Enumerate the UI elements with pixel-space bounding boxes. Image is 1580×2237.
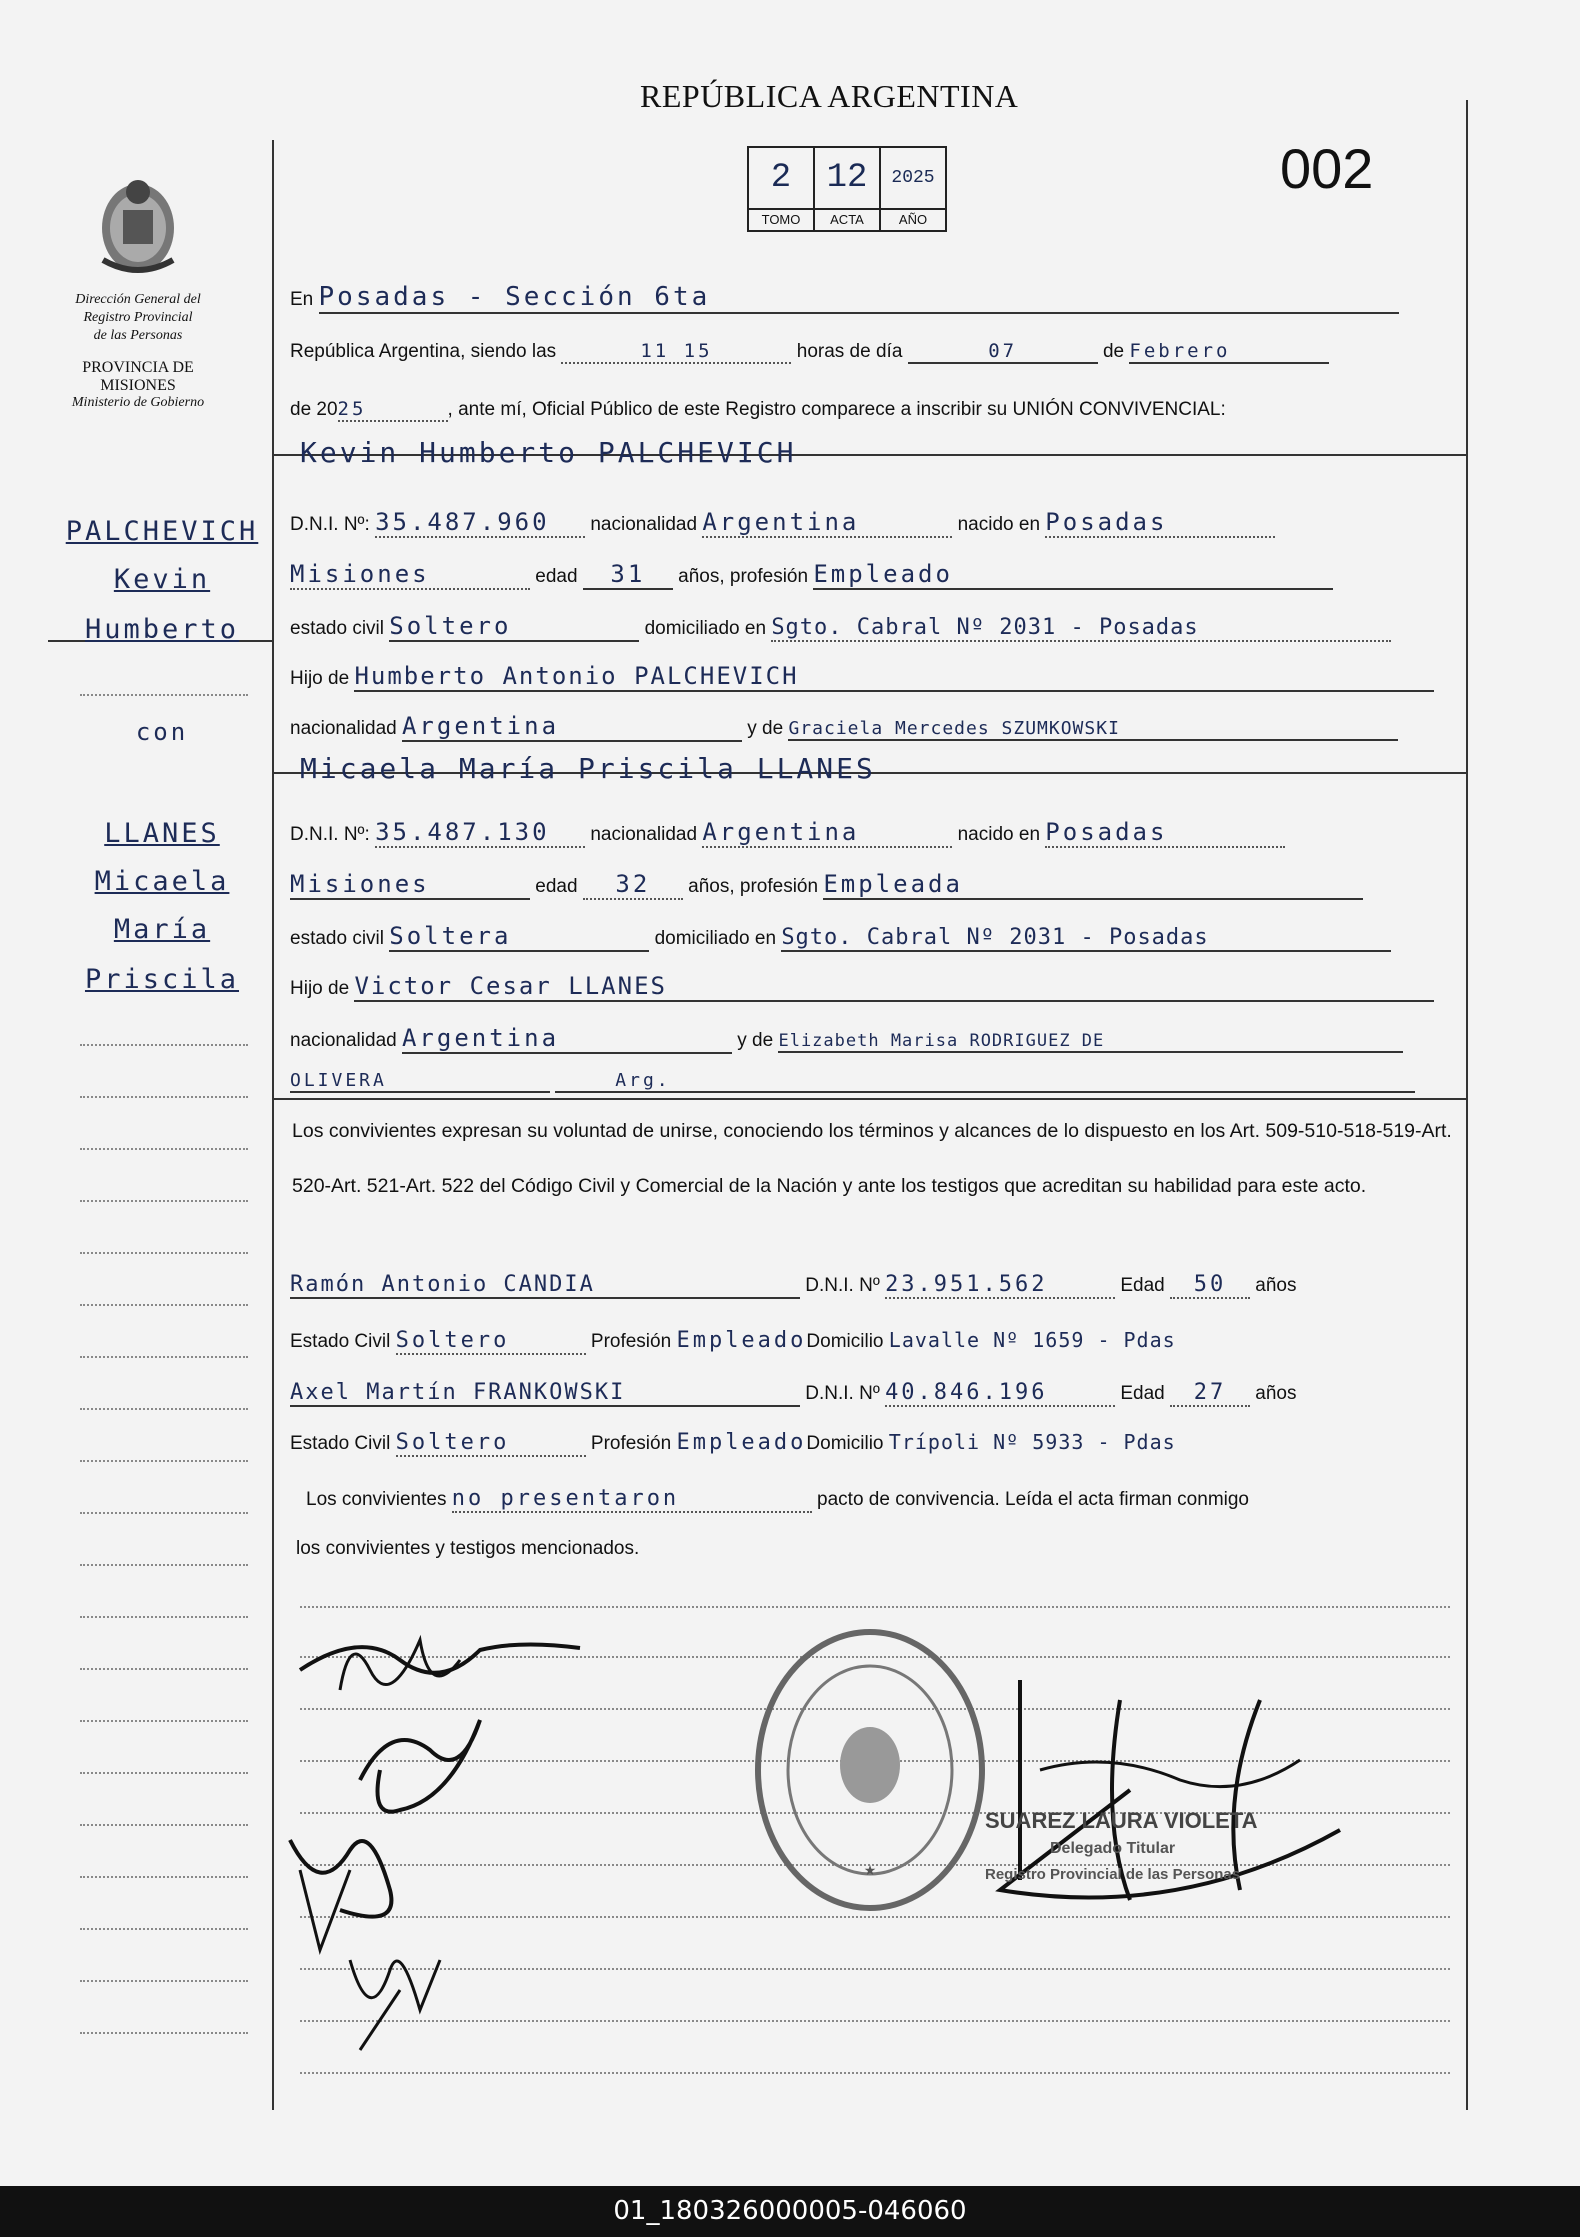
p1-profesion-label: años, profesión bbox=[678, 566, 809, 587]
right-divider bbox=[1466, 100, 1468, 2110]
tomo-cell bbox=[749, 148, 813, 230]
p1-provincia: Misiones bbox=[290, 560, 530, 590]
person1-row-estado bbox=[290, 612, 1460, 642]
anio-cell bbox=[879, 148, 945, 230]
institution-line1: Dirección General del bbox=[75, 292, 201, 307]
p2-nac-padre: Argentina bbox=[402, 1024, 732, 1054]
w1-dni-label: D.N.I. Nº bbox=[805, 1275, 880, 1296]
day-value: 07 bbox=[908, 340, 1098, 364]
anio-label: AÑO bbox=[881, 208, 945, 230]
w2-domicilio-label: Domicilio bbox=[806, 1433, 884, 1454]
margin-blank bbox=[80, 1512, 248, 1514]
acta-label: ACTA bbox=[815, 208, 879, 230]
person2-row-edad bbox=[290, 870, 1460, 900]
official-name: SUAREZ LAURA VIOLETA bbox=[985, 1808, 1258, 1833]
official-stamp bbox=[750, 1625, 990, 1915]
person1-row-edad bbox=[290, 560, 1460, 590]
section-divider-3 bbox=[272, 1098, 1468, 1100]
p2-domicilio-label: domiciliado en bbox=[654, 928, 777, 949]
p1-estado: Soltero bbox=[389, 612, 639, 642]
p1-nac-padre: Argentina bbox=[402, 712, 742, 742]
place-value: Posadas - Sección 6ta bbox=[319, 282, 1399, 314]
w2-domicilio: Trípoli Nº 5933 - Pdas bbox=[888, 1430, 1176, 1454]
signatures-icon bbox=[280, 1610, 600, 2070]
closing-prefix: Los convivientes bbox=[306, 1489, 447, 1510]
anio-value: 2025 bbox=[891, 168, 935, 188]
margin-blank bbox=[80, 1252, 248, 1254]
institution-line3: de las Personas bbox=[93, 328, 183, 343]
p1-dni: 35.487.960 bbox=[375, 508, 585, 538]
margin-blank bbox=[80, 1096, 248, 1098]
institution-line2: Registro Provincial bbox=[83, 310, 193, 325]
province-line1: PROVINCIA DE bbox=[82, 359, 194, 376]
closing-suffix: pacto de convivencia. Leída el acta firman conmigo bbox=[817, 1489, 1250, 1510]
p2-profesion: Empleada bbox=[823, 870, 1363, 900]
margin-blank bbox=[80, 1044, 248, 1046]
p2-hijo-label: Hijo de bbox=[290, 978, 350, 999]
p2-estado: Soltera bbox=[389, 922, 649, 952]
scan-footer: 01_180326000005-046060 bbox=[0, 2186, 1580, 2237]
p1-dni-label: D.N.I. Nº: bbox=[290, 514, 370, 535]
intro-row-2 bbox=[290, 340, 1460, 364]
p1-nacido-label: nacido en bbox=[957, 514, 1041, 535]
w1-profesion: Empleado bbox=[676, 1328, 807, 1353]
p1-padre: Humberto Antonio PALCHEVICH bbox=[354, 662, 1434, 692]
stamp-icon bbox=[750, 1625, 990, 1915]
w1-domicilio-label: Domicilio bbox=[806, 1331, 884, 1352]
person2-row-estado bbox=[290, 922, 1460, 952]
p2-nac-padre-label: nacionalidad bbox=[290, 1030, 397, 1051]
province-line2: MISIONES bbox=[100, 377, 176, 394]
person2-name-row bbox=[300, 752, 1470, 785]
w1-dni: 23.951.562 bbox=[885, 1272, 1115, 1299]
p2-nacido: Posadas bbox=[1045, 818, 1285, 848]
p2-padre: Victor Cesar LLANES bbox=[354, 972, 1434, 1002]
margin-blank bbox=[80, 1616, 248, 1618]
p2-edad-label: edad bbox=[535, 876, 578, 897]
blank-line bbox=[300, 1606, 1450, 1608]
person1-row-dni bbox=[290, 508, 1460, 538]
p1-estado-label: estado civil bbox=[290, 618, 384, 639]
record-number: 002 bbox=[1280, 137, 1374, 200]
person2-row-madre-cont bbox=[290, 1070, 1460, 1093]
margin-blank bbox=[80, 1356, 248, 1358]
witness2-row-1 bbox=[290, 1380, 1460, 1407]
p1-edad: 31 bbox=[583, 560, 673, 590]
p1-nacionalidad-label: nacionalidad bbox=[590, 514, 698, 535]
w2-estado: Soltero bbox=[396, 1430, 586, 1457]
svg-text:★: ★ bbox=[863, 1862, 877, 1878]
institution-block bbox=[50, 170, 226, 411]
year-value: 25 bbox=[338, 398, 448, 422]
w2-dni-label: D.N.I. Nº bbox=[805, 1383, 880, 1404]
margin-blank bbox=[80, 1720, 248, 1722]
de-label: de bbox=[1102, 341, 1125, 362]
margin-blank bbox=[80, 1148, 248, 1150]
p1-madre-label: y de bbox=[747, 718, 784, 739]
margin-p2-line3: María bbox=[113, 914, 211, 945]
left-divider bbox=[272, 140, 274, 2110]
w1-domicilio: Lavalle Nº 1659 - Pdas bbox=[888, 1328, 1176, 1352]
p1-nacionalidad: Argentina bbox=[702, 508, 952, 538]
ministry-label: Ministerio de Gobierno bbox=[71, 395, 205, 410]
w1-anios-label: años bbox=[1255, 1275, 1297, 1296]
w2-name: Axel Martín FRANKOWSKI bbox=[290, 1380, 800, 1407]
coat-of-arms-icon bbox=[93, 170, 183, 280]
w2-dni: 40.846.196 bbox=[885, 1380, 1115, 1407]
w2-estado-label: Estado Civil bbox=[290, 1433, 391, 1454]
month-value: Febrero bbox=[1129, 340, 1329, 364]
w1-profesion-label: Profesión bbox=[590, 1331, 672, 1352]
statement-text: , ante mí, Oficial Público de este Registro comparece a inscribir su UNIÓN CONVIVENCIAL: bbox=[447, 399, 1226, 420]
person2-row-padre bbox=[290, 972, 1460, 1002]
p2-dni-label: D.N.I. Nº: bbox=[290, 824, 370, 845]
person1-row-madre bbox=[290, 712, 1460, 742]
margin-p1-line1: PALCHEVICH bbox=[65, 516, 259, 547]
p2-estado-label: estado civil bbox=[290, 928, 384, 949]
p1-madre: Graciela Mercedes SZUMKOWSKI bbox=[788, 718, 1398, 741]
margin-blank bbox=[80, 1668, 248, 1670]
margin-p1-line3: Humberto bbox=[84, 614, 240, 645]
p2-nacionalidad-label: nacionalidad bbox=[590, 824, 698, 845]
acta-value: 12 bbox=[826, 159, 868, 197]
intro-row-1 bbox=[290, 282, 1460, 314]
w2-edad: 27 bbox=[1170, 1380, 1250, 1407]
person1-row-padre bbox=[290, 662, 1460, 692]
p2-edad: 32 bbox=[583, 870, 683, 900]
p2-madre: Elizabeth Marisa RODRIGUEZ DE bbox=[778, 1031, 1403, 1053]
official-role: Delegado Titular bbox=[1050, 1840, 1176, 1857]
blank-line bbox=[300, 2072, 1450, 2074]
p2-profesion-label: años, profesión bbox=[688, 876, 819, 897]
person2-name: Micaela María Priscila LLANES bbox=[300, 752, 876, 785]
margin-blank bbox=[80, 1876, 248, 1878]
margin-p2-line4: Priscila bbox=[84, 964, 240, 995]
p1-domicilio-label: domiciliado en bbox=[644, 618, 767, 639]
p2-nacido-label: nacido en bbox=[957, 824, 1041, 845]
margin-blank bbox=[80, 1460, 248, 1462]
margin-blank bbox=[80, 1980, 248, 1982]
hour-value: 11 15 bbox=[561, 340, 791, 364]
margin-blank bbox=[80, 1408, 248, 1410]
w2-edad-label: Edad bbox=[1120, 1383, 1165, 1404]
closing-row-2: los convivientes y testigos mencionados. bbox=[296, 1538, 640, 1559]
margin-blank bbox=[80, 1200, 248, 1202]
p2-provincia: Misiones bbox=[290, 870, 530, 900]
legal-paragraph: Los convivientes expresan su voluntad de unirse, conociendo los términos y alcances de lo dispuesto en los Art. 509-510-518-519-Art. 520-Art. 521-Art. 522 del Código Civil y Comercial de la Nación y ante los testigos que acreditan su habilidad para este acto. bbox=[292, 1120, 1452, 1197]
w2-anios-label: años bbox=[1255, 1383, 1297, 1404]
p1-domicilio: Sgto. Cabral Nº 2031 - Posadas bbox=[771, 615, 1391, 642]
margin-blank bbox=[80, 1564, 248, 1566]
person2-row-madre bbox=[290, 1024, 1460, 1054]
witness2-row-2 bbox=[290, 1430, 1460, 1457]
tomo-value: 2 bbox=[770, 159, 792, 197]
person2-row-dni bbox=[290, 818, 1460, 848]
p1-profesion: Empleado bbox=[813, 560, 1333, 590]
margin-con: con bbox=[135, 718, 189, 746]
en-label: En bbox=[290, 289, 314, 310]
margin-blank bbox=[80, 1772, 248, 1774]
w1-estado-label: Estado Civil bbox=[290, 1331, 391, 1352]
p1-edad-label: edad bbox=[535, 566, 578, 587]
official-office: Registro Provincial de las Personas bbox=[985, 1866, 1241, 1883]
margin-p2-line2: Micaela bbox=[94, 866, 230, 897]
margin-blank bbox=[80, 1928, 248, 1930]
p2-madre-nac: Arg. bbox=[555, 1070, 1415, 1093]
p2-madre-label: y de bbox=[737, 1030, 774, 1051]
margin-blank bbox=[80, 694, 248, 696]
w1-name: Ramón Antonio CANDIA bbox=[290, 1272, 800, 1299]
w1-edad: 50 bbox=[1170, 1272, 1250, 1299]
p1-hijo-label: Hijo de bbox=[290, 668, 350, 689]
witness1-row-1 bbox=[290, 1272, 1460, 1299]
closing-value: no presentaron bbox=[452, 1486, 812, 1513]
margin-blank bbox=[80, 1824, 248, 1826]
w1-estado: Soltero bbox=[396, 1328, 586, 1355]
margin-p1-line2: Kevin bbox=[113, 564, 211, 595]
year-prefix: de 20 bbox=[290, 399, 338, 420]
page-title: REPÚBLICA ARGENTINA bbox=[640, 78, 1019, 114]
tomo-acta-box bbox=[747, 146, 947, 232]
horas-label: horas de día bbox=[796, 341, 903, 362]
p1-nacido: Posadas bbox=[1045, 508, 1275, 538]
w2-profesion-label: Profesión bbox=[590, 1433, 672, 1454]
p2-domicilio: Sgto. Cabral Nº 2031 - Posadas bbox=[781, 925, 1391, 952]
acta-cell bbox=[813, 148, 879, 230]
republica-label: República Argentina, siendo las bbox=[290, 341, 557, 362]
intro-row-3 bbox=[290, 398, 1460, 422]
p2-madre-cont: OLIVERA bbox=[290, 1070, 550, 1093]
p2-nacionalidad: Argentina bbox=[702, 818, 952, 848]
closing-row-1 bbox=[306, 1486, 1476, 1513]
w1-edad-label: Edad bbox=[1120, 1275, 1165, 1296]
margin-p2-line1: LLANES bbox=[104, 818, 220, 849]
w2-profesion: Empleado bbox=[676, 1430, 807, 1455]
person1-name: Kevin Humberto PALCHEVICH bbox=[300, 436, 797, 469]
p2-dni: 35.487.130 bbox=[375, 818, 585, 848]
p1-nac-padre-label: nacionalidad bbox=[290, 718, 397, 739]
margin-blank bbox=[80, 2032, 248, 2034]
person1-name-row bbox=[300, 436, 1470, 469]
tomo-label: TOMO bbox=[749, 208, 813, 230]
margin-blank bbox=[80, 1304, 248, 1306]
witness1-row-2 bbox=[290, 1328, 1460, 1355]
